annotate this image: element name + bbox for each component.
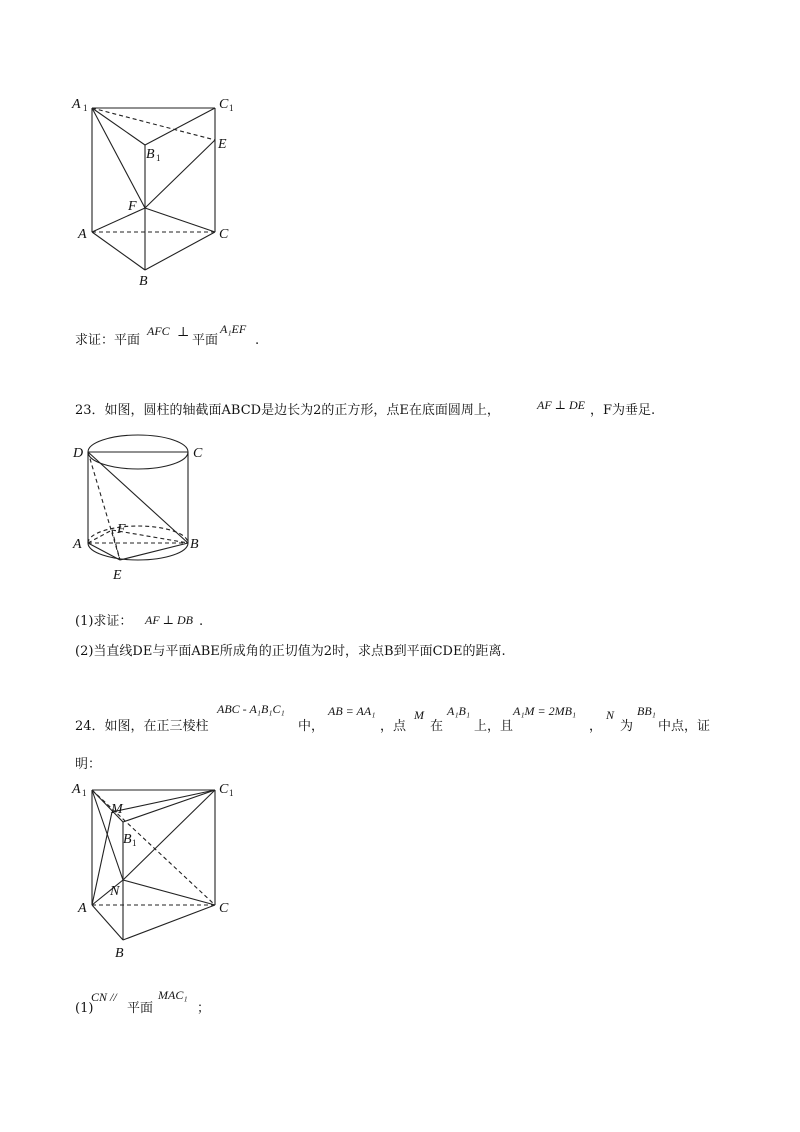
- q24-tail: 中点，证: [658, 719, 711, 734]
- plane-word: 平面: [192, 333, 219, 348]
- q24-seg: A₁B₁: [447, 704, 471, 718]
- q24-line2: 明：: [75, 757, 102, 772]
- q24-eq2: A₁M = 2MB₁: [513, 704, 577, 718]
- svg-text:1: 1: [83, 103, 88, 113]
- svg-text:1: 1: [156, 153, 161, 163]
- label-a: A: [78, 227, 87, 242]
- label-a1: A: [72, 782, 81, 797]
- label-e: E: [113, 568, 122, 583]
- q24-num: 24．如图，在正三棱柱: [75, 719, 209, 734]
- q24-prism: ABC - A₁B₁C₁: [217, 702, 285, 716]
- q23-part2: (2)当直线DE与平面ABE所成角的正切值为2时，求点B到平面CDE的距离.: [75, 644, 506, 659]
- q24-eq1: AB = AA₁: [328, 704, 376, 718]
- period: .: [255, 333, 260, 348]
- label-c1: C: [219, 782, 229, 797]
- label-b1: B: [123, 832, 132, 847]
- label-f: F: [128, 199, 137, 214]
- label-d: D: [73, 446, 84, 461]
- svg-text:1: 1: [229, 788, 234, 798]
- q24-zai: 在: [430, 719, 444, 734]
- label-b: B: [139, 274, 148, 289]
- part1-math: CN //: [91, 990, 117, 1004]
- label-b: B: [190, 537, 199, 552]
- label-c: C: [219, 901, 229, 916]
- q24-bb1: BB₁: [637, 704, 656, 718]
- part1-lead: (1)求证：: [75, 614, 133, 629]
- q24-wei: 为: [620, 719, 634, 734]
- label-c: C: [219, 227, 229, 242]
- label-a: A: [78, 901, 87, 916]
- q24-comma1: ，点: [380, 719, 407, 734]
- label-c: C: [193, 446, 203, 461]
- q24-m: M: [414, 708, 424, 722]
- label-e: E: [218, 137, 227, 152]
- q24-shang: 上，且: [474, 719, 514, 734]
- label-a1: A: [72, 97, 81, 112]
- label-a: A: [73, 537, 82, 552]
- q24-n: N: [606, 708, 615, 722]
- label-f: F: [117, 522, 126, 537]
- part1-end: ；: [197, 1001, 211, 1016]
- label-c1: C: [219, 97, 229, 112]
- svg-text:1: 1: [229, 103, 234, 113]
- q24-zhong: 中，: [298, 719, 325, 734]
- q24-comma2: ，: [589, 719, 603, 734]
- q23-condition: AF ⊥ DE: [537, 398, 585, 412]
- plane-a1ef: A₁EF: [220, 322, 247, 336]
- part1-plane: MAC₁: [158, 988, 188, 1002]
- label-b: B: [115, 946, 124, 961]
- label-b1: B: [146, 147, 155, 162]
- plane-afc: AFC: [147, 324, 170, 338]
- svg-text:1: 1: [82, 788, 87, 798]
- proof-lead: 求证：平面: [75, 333, 141, 348]
- q23-text: 23．如图，圆柱的轴截面ABCD是边长为2的正方形，点E在底面圆周上，: [75, 403, 500, 418]
- part1-end: .: [199, 614, 204, 629]
- perp-symbol: ⊥: [177, 325, 190, 340]
- svg-text:1: 1: [132, 838, 137, 848]
- label-n: N: [110, 884, 120, 899]
- part1-mid: 平面: [127, 1001, 154, 1016]
- part1-lead: (1): [75, 1001, 94, 1016]
- q24-part1: [75, 988, 375, 1020]
- q23-tail: ，F为垂足.: [590, 403, 656, 418]
- label-m: M: [111, 802, 123, 817]
- part1-math: AF ⊥ DB: [145, 613, 193, 627]
